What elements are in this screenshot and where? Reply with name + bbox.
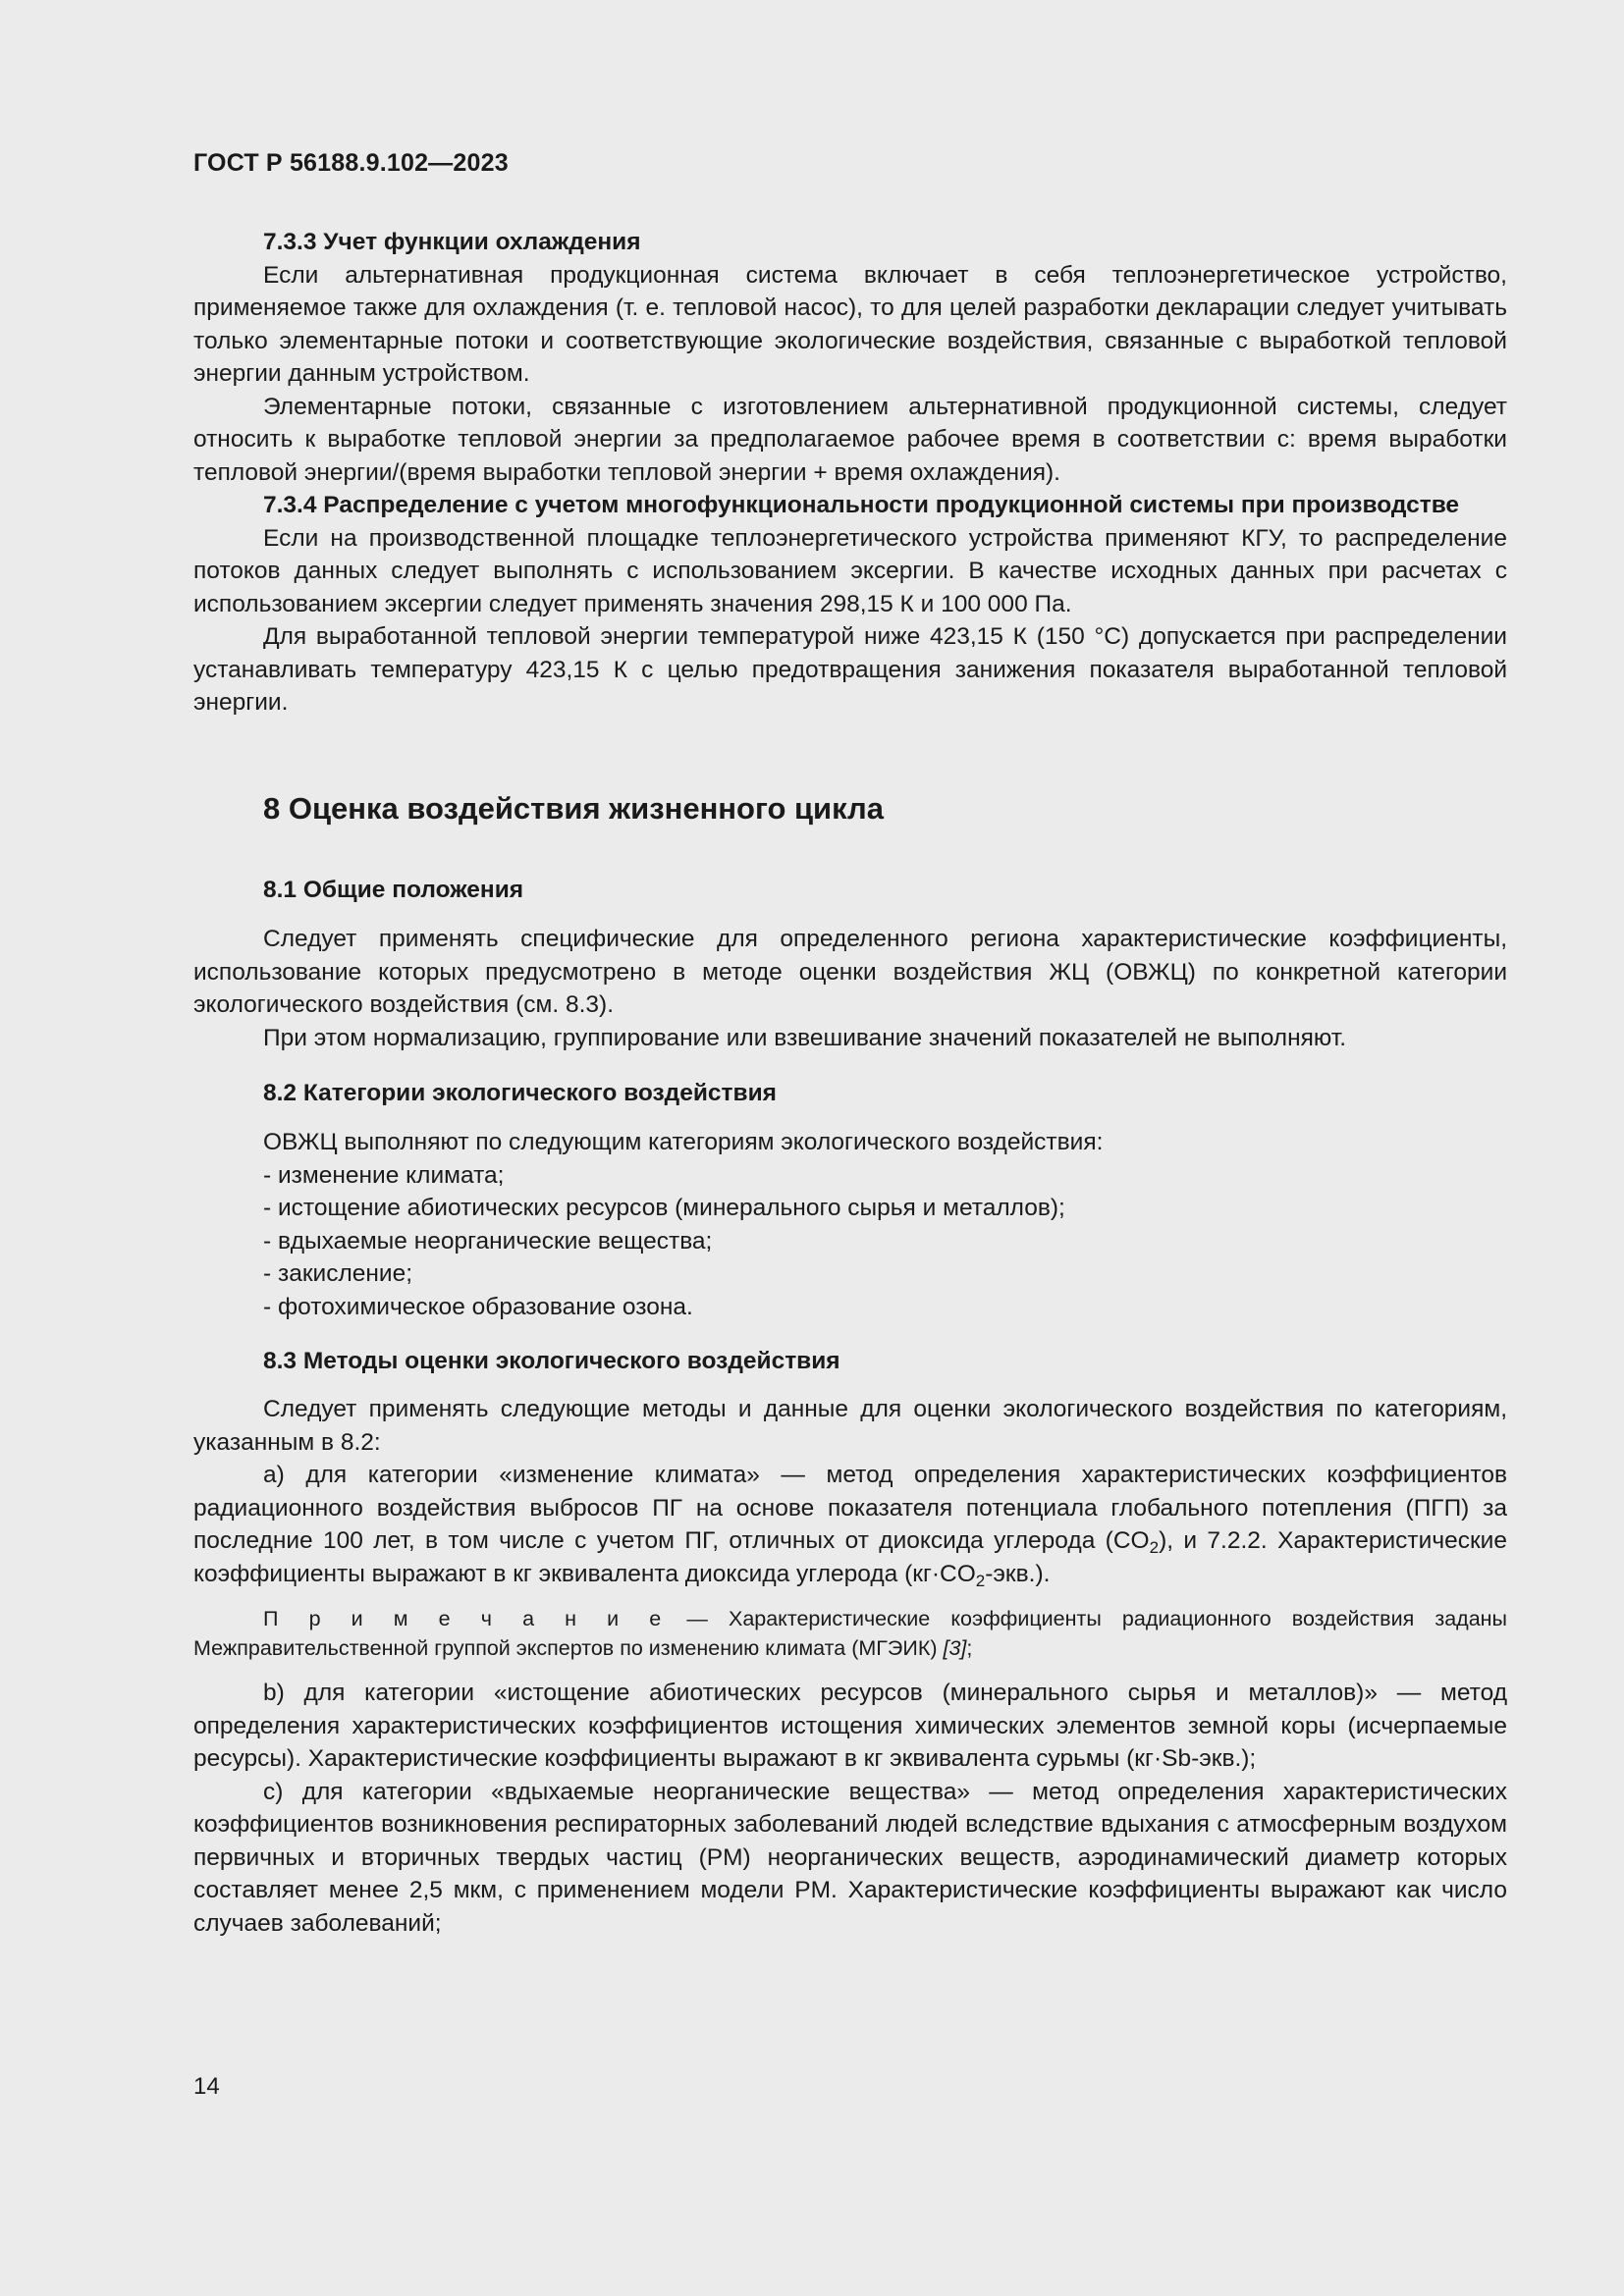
paragraph-7-3-4-1: Если на производственной площадке теплоэнергетического устройства применяют КГУ, то распределение потоков данных следует выполнять с использованием эксергии. В качестве исходных данных при расчетах с использованием эксергии следует применять значения 298,15 К и 100 000 Па. [193,524,1507,617]
section-8-3-body-cont [193,1677,1507,1940]
heading-8-1: 8.1 Общие положения [263,877,524,903]
paragraph-8-3-c: с) для категории «вдыхаемые неорганические вещества» — метод определения характеристических коэффициентов возникновения респираторных заболеваний людей вследствие вдыхания с атмосферным воздухом первичных и вторичных твердых частиц (PM) неорганических веществ, аэродинамический диаметр которых составляет менее 2,5 мкм, с применением модели PM. Характеристические коэффициенты выражают как число случаев заболеваний; [193,1778,1507,1937]
heading-8-2: 8.2 Категории экологического воздействия [263,1080,777,1106]
paragraph-8-3-b: b) для категории «истощение абиотических ресурсов (минерального сырья и металлов)» — метод определения характеристических коэффициентов истощения химических элементов земной коры (исчерпаемые ресурсы). Характеристические коэффициенты выражают в кг эквивалента сурьмы (кг·Sb-экв.); [193,1680,1507,1772]
note-label: П р и м е ч а н и е [263,1607,667,1630]
note-block [193,1604,1507,1663]
paragraph-7-3-4-2: Для выработанной тепловой энергии температурой ниже 423,15 К (150 °С) допускается при распределении устанавливать температуру 423,15 К с целью предотвращения занижения показателя выработанной тепловой энергии. [193,623,1507,716]
text-span: ), и 7.2.2. Характеристические коэффициенты выражают в кг эквивалента диоксида углерода (кг·CO [193,1527,1507,1587]
paragraph-7-3-3-1: Если альтернативная продукционная система включает в себя теплоэнергетическое устройство, применяемое также для охлаждения (т. е. тепловой насос), то для целей разработки декларации следует учитывать только элементарные потоки и соответствующие экологические воздействия, связанные с выработкой тепловой энергии данным устройством. [193,261,1507,387]
list-item: - вдыхаемые неорганические вещества; [263,1227,713,1255]
section-8-3-block [193,1345,1507,1378]
heading-8: 8 Оценка воздействия жизненного цикла [263,791,884,826]
text-span: а) для категории «изменение климата» — метод определения характеристических коэффициентов радиационного воздействия выбросов ПГ на основе показателя потенциала глобального потепления (ПГП) за последние 100 лет, в том числе с учетом ПГ, отличных от диоксида углерода (CO [193,1462,1507,1554]
subscript: 2 [975,1571,986,1590]
section-8-3-body [193,1393,1507,1590]
note-end: ; [966,1636,973,1660]
paragraph-8-1-2: При этом нормализацию, группирование или взвешивание значений показателей не выполняют. [263,1024,1347,1051]
list-item: - закисление; [263,1260,413,1287]
section-8-2-block [193,1077,1507,1110]
section-8-heading-block [193,789,1507,828]
heading-7-3-4: 7.3.4 Распределение с учетом многофункциональности продукционной системы при производстве [263,492,1460,518]
section-7-3-block [193,226,1507,720]
section-8-1-block [193,874,1507,907]
page-number: 14 [193,2073,220,2100]
subscript: 2 [1149,1538,1160,1557]
heading-8-3: 8.3 Методы оценки экологического воздействия [263,1348,840,1374]
section-8-1-body [193,923,1507,1054]
paragraph-8-3-intro: Следует применять следующие методы и данные для оценки экологического воздействия по категориям, указанным в 8.2: [193,1396,1507,1456]
heading-7-3-3: 7.3.3 Учет функции охлаждения [263,229,641,255]
paragraph-7-3-3-2: Элементарные потоки, связанные с изготовлением альтернативной продукционной системы, следует относить к выработке тепловой энергии за предполагаемое рабочее время в соответствии с: время выработки тепловой энергии/(время выработки тепловой энергии + время охлаждения). [193,393,1507,486]
list-item: - фотохимическое образование озона. [263,1293,693,1320]
text-span: -экв.). [985,1560,1051,1587]
paragraph-8-1-1: Следует применять специфические для определенного региона характеристические коэффициенты, использование которых предусмотрено в методе оценки воздействия ЖЦ (ОВЖЦ) по конкретной категории экологического воздействия (см. 8.3). [193,926,1507,1018]
document-code-header: ГОСТ Р 56188.9.102—2023 [193,149,509,177]
section-8-2-body [193,1126,1507,1323]
paragraph-8-2-intro: ОВЖЦ выполняют по следующим категориям экологического воздействия: [263,1129,1104,1155]
note-paragraph [193,1604,1507,1663]
note-text: — Характеристические коэффициенты радиационного воздействия заданы Межправительственной группой экспертов по изменению климата (МГЭИК) [193,1607,1507,1660]
list-item: - истощение абиотических ресурсов (минерального сырья и металлов); [263,1195,1065,1221]
list-item: - изменение климата; [263,1161,505,1189]
paragraph-8-3-a [193,1459,1507,1590]
reference-link: [3] [943,1636,967,1660]
